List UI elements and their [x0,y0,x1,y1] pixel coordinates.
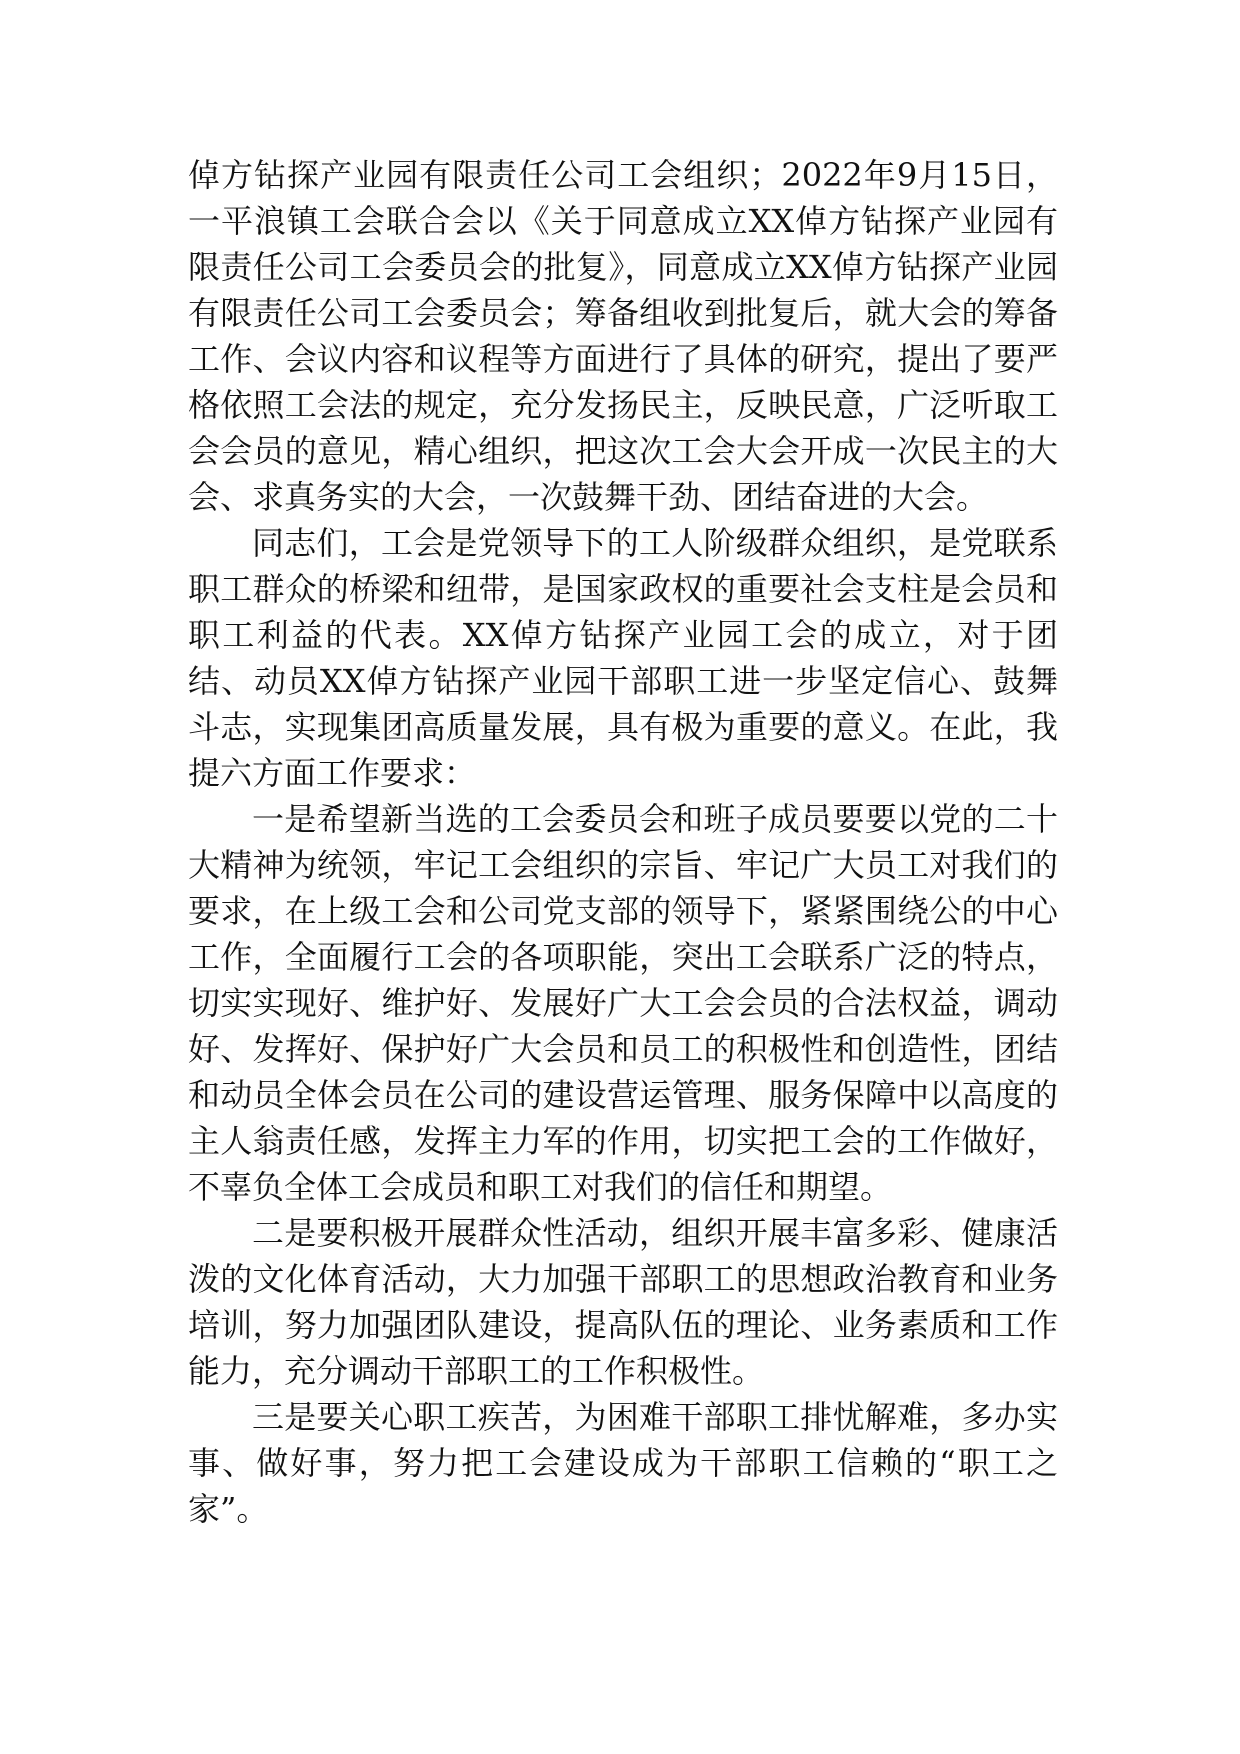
paragraph-2: 同志们，工会是党领导下的工人阶级群众组织，是党联系职工群众的桥梁和纽带，是国家政权的重要社会支柱是会员和职工利益的代表。XX倬方钻探产业园工会的成立，对于团结、动员XX倬方钻探产业园干部职工进一步坚定信心、鼓舞斗志，实现集团高质量发展，具有极为重要的意义。在此，我提六方面工作要求： [188,524,1058,792]
paragraph-1: 倬方钻探产业园有限责任公司工会组织；2022年9月15日，一平浪镇工会联合会以《关于同意成立XX倬方钻探产业园有限责任公司工会委员会的批复》，同意成立XX倬方钻探产业园有限责任公司工会委员会；筹备组收到批复后，就大会的筹备工作、会议内容和议程等方面进行了具体的研究，提出了要严格依照工会法的规定，充分发扬民主，反映民意，广泛听取工会会员的意见，精心组织，把这次工会大会开成一次民主的大会、求真务实的大会，一次鼓舞干劲、团结奋进的大会。 [188,156,1058,516]
paragraph-4: 二是要积极开展群众性活动，组织开展丰富多彩、健康活泼的文化体育活动，大力加强干部职工的思想政治教育和业务培训，努力加强团队建设，提高队伍的理论、业务素质和工作能力，充分调动干部职工的工作积极性。 [188,1214,1058,1390]
paragraph-5: 三是要关心职工疾苦，为困难干部职工排忧解难，多办实事、做好事，努力把工会建设成为干部职工信赖的“职工之家”。 [188,1398,1058,1528]
paragraph-3: 一是希望新当选的工会委员会和班子成员要要以党的二十大精神为统领，牢记工会组织的宗旨、牢记广大员工对我们的要求，在上级工会和公司党支部的领导下，紧紧围绕公的中心工作，全面履行工会的各项职能，突出工会联系广泛的特点，切实实现好、维护好、发展好广大工会会员的合法权益，调动好、发挥好、保护好广大会员和员工的积极性和创造性，团结和动员全体会员在公司的建设营运管理、服务保障中以高度的主人翁责任感，发挥主力军的作用，切实把工会的工作做好，不辜负全体工会成员和职工对我们的信任和期望。 [188,800,1058,1206]
document-body [188,152,1058,1532]
